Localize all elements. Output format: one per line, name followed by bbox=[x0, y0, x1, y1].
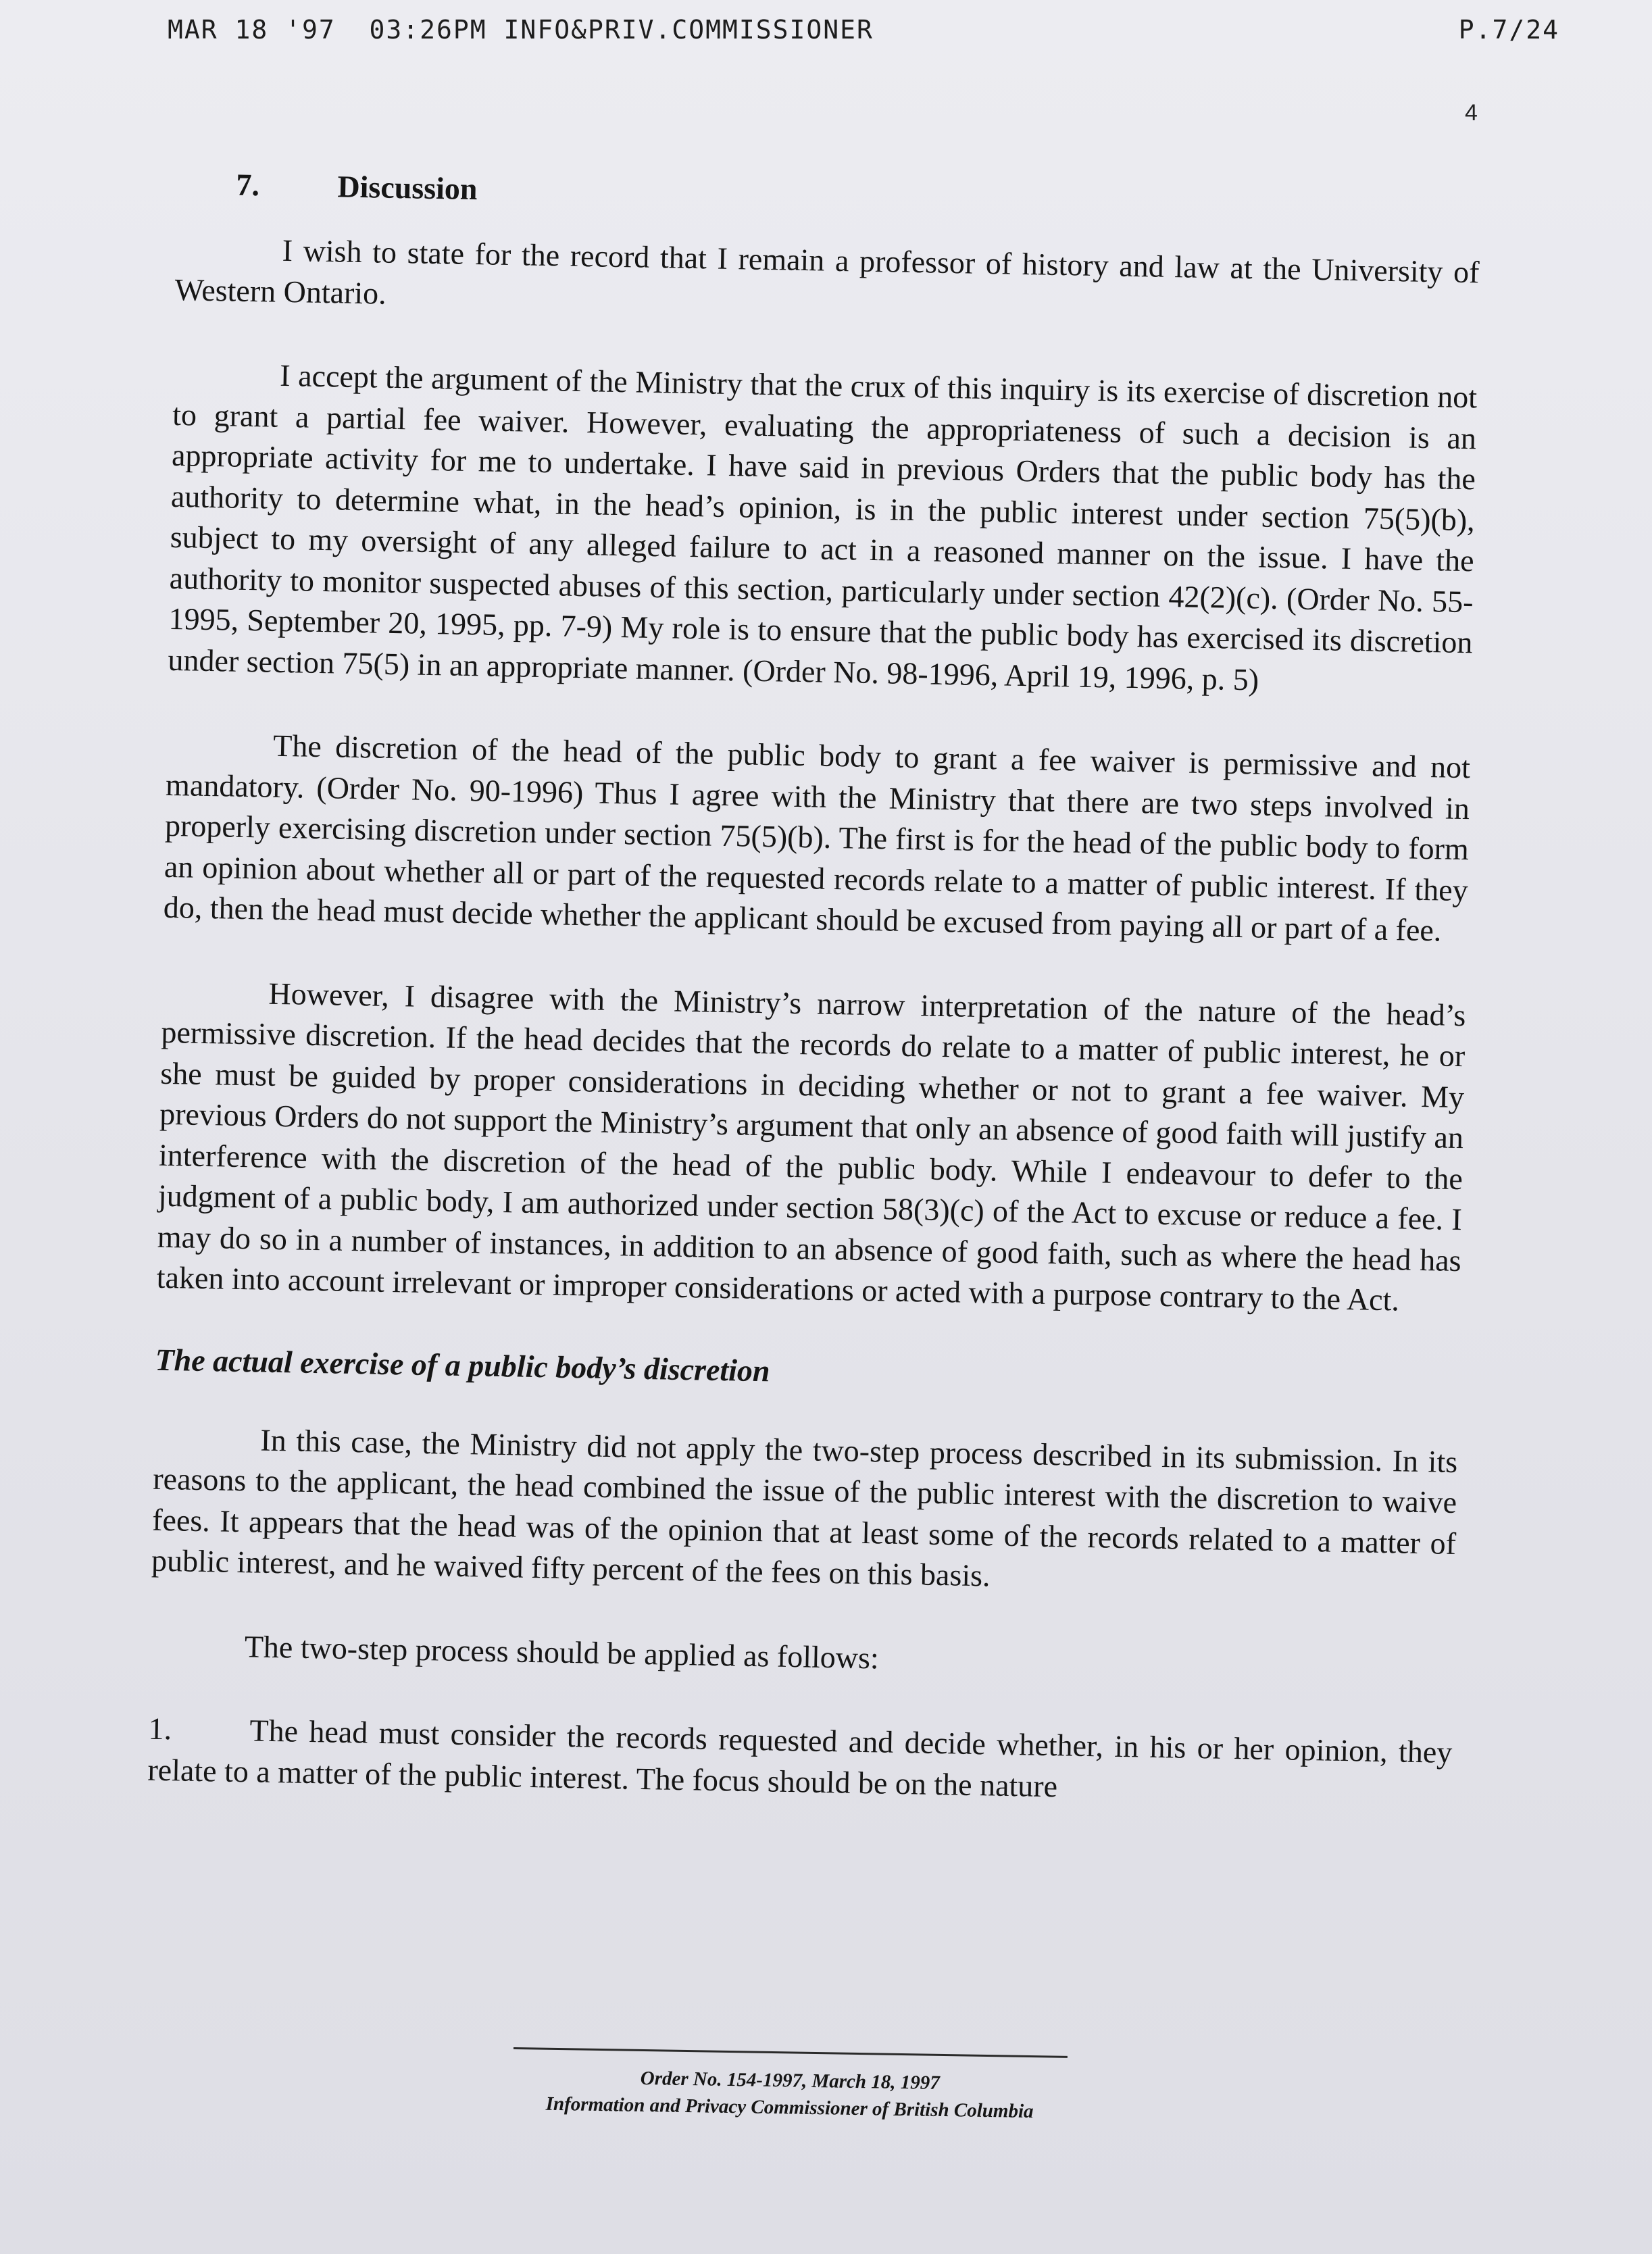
paragraph-3: The discretion of the head of the public body to grant a fee waiver is permissive and not mandatory. (Order No. 90-1996) Thus I agree with the Ministry that there are two steps involved in properly exercising discretion under section 75(5)(b). The first is for the head of the public body to form an opinion about whether all or part of the requested records relate to a matter of public interest. If they do, then the head must decide whether the applicant should be excused from paying all or part of a fee. bbox=[163, 728, 1471, 948]
paragraph-2: I accept the argument of the Ministry that the crux of this inquiry is its exercise of discretion not to grant a partial fee waiver. However, evaluating the appropriateness of such a decision is an appropriate activity for me to undertake. I have said in previous Orders that the public body has the authority to determine what, in the head’s opinion, is in the public interest under section 75(5)(b), subject to my oversight of any alleged failure to act in a reasoned manner on the issue. I have the authority to monitor suspected abuses of this section, particularly under section 42(2)(c). (Order No. 55-1995, September 20, 1995, pp. 7-9) My role is to ensure that the public body has exercised its discretion under section 75(5) in an appropriate manner. (Order No. 98-1996, April 19, 1996, p. 5) bbox=[168, 357, 1478, 697]
footer-rule bbox=[514, 2047, 1068, 2058]
fax-page-count: P.7/24 bbox=[1458, 15, 1559, 45]
paragraph-6: The two-step process should be applied as follows: bbox=[244, 1628, 880, 1675]
fax-header-left: MAR 18 '97 03:26PM INFO&PRIV.COMMISSIONER bbox=[168, 15, 874, 45]
paragraph-1: I wish to state for the record that I remain a professor of history and law at the University of Western Ontario. bbox=[174, 232, 1480, 311]
numbered-item-text: The head must consider the records requested and decide whether, in his or her opinion, they relate to a matter of the public interest. The focus should be on the nature bbox=[147, 1713, 1453, 1803]
section-title: Discussion bbox=[337, 169, 478, 207]
page-number: 4 bbox=[1465, 100, 1478, 126]
numbered-item-number: 1. bbox=[148, 1711, 172, 1747]
document-body bbox=[147, 166, 1481, 1814]
paragraph-4: However, I disagree with the Ministry’s narrow interpretation of the nature of the head’s permissive discretion. If the head decides that the records do relate to a matter of public interest, he or she must be guided by proper considerations in deciding whether or not to grant a fee waiver. My previous Orders do not support the Ministry’s argument that only an absence of good faith will justify an interference with the discretion of the head of the public body. While I endeavour to defer to the judgment of a public body, I am authorized under section 58(3)(c) of the Act to excuse or reduce a fee. I may do so in a number of instances, in addition to an absence of good faith, such as where the head has taken into account irrelevant or improper considerations or acted with a purpose contrary to the Act. bbox=[156, 976, 1466, 1318]
section-number: 7. bbox=[236, 167, 260, 203]
footer-office-line: Information and Privacy Commissioner of British Columbia bbox=[545, 2093, 1034, 2123]
footer bbox=[512, 2047, 1068, 2126]
numbered-item-1 bbox=[147, 1709, 1453, 1814]
footer-order-line: Order No. 154-1997, March 18, 1997 bbox=[640, 2067, 941, 2094]
subheading: The actual exercise of a public body’s discretion bbox=[155, 1342, 771, 1388]
paragraph-5: In this case, the Ministry did not apply the two-step process described in its submission. In its reasons to the applicant, the head combined the issue of the public interest with the discretion to waive fees. It appears that the head was of the opinion that at least some of the records related to a matter of public interest, and he waived fifty percent of the fees on this basis. bbox=[151, 1422, 1458, 1593]
section-heading bbox=[236, 167, 1481, 226]
